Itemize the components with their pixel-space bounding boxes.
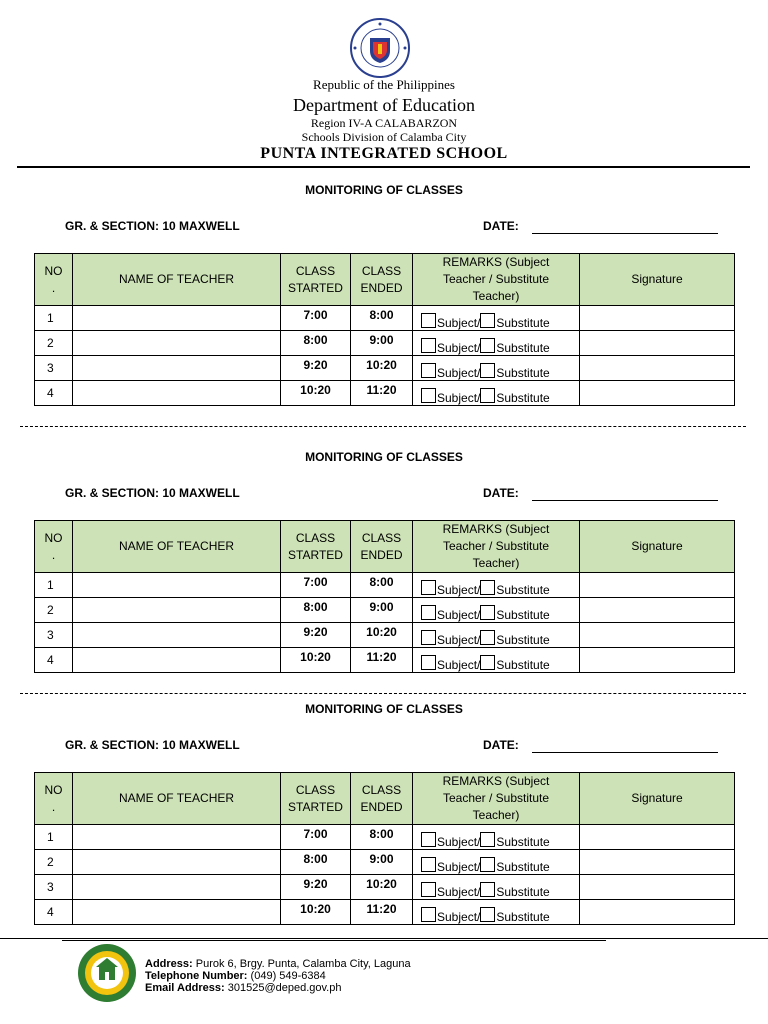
- col-started: CLASS STARTED: [281, 773, 351, 825]
- class-ended: 8:00: [351, 573, 413, 598]
- row-number: 3: [35, 623, 73, 648]
- table-row: [35, 648, 735, 673]
- table-row: [35, 875, 735, 900]
- class-ended: 8:00: [351, 306, 413, 331]
- substitute-checkbox[interactable]: [480, 907, 495, 922]
- class-started: 7:00: [281, 825, 351, 850]
- substitute-label: Substitute: [496, 860, 550, 874]
- row-number: 1: [35, 306, 73, 331]
- subject-label: Subject/: [437, 885, 481, 899]
- teacher-name-cell[interactable]: [73, 306, 281, 331]
- signature-cell[interactable]: [580, 875, 735, 900]
- subject-label: Subject/: [437, 341, 481, 355]
- substitute-label: Substitute: [496, 910, 550, 924]
- signature-cell[interactable]: [580, 331, 735, 356]
- row-number: 3: [35, 356, 73, 381]
- col-signature: Signature: [580, 254, 735, 306]
- form-title: MONITORING OF CLASSES: [305, 450, 463, 464]
- col-teacher: NAME OF TEACHER: [73, 521, 281, 573]
- class-started: 8:00: [281, 598, 351, 623]
- deped-seal: [343, 18, 417, 78]
- col-started: CLASS STARTED: [281, 254, 351, 306]
- class-ended: 9:00: [351, 331, 413, 356]
- subject-label: Subject/: [437, 391, 481, 405]
- phone-label: Telephone Number:: [145, 970, 248, 982]
- table-row: [35, 306, 735, 331]
- class-started: 8:00: [281, 850, 351, 875]
- substitute-checkbox[interactable]: [480, 363, 495, 378]
- row-number: 1: [35, 573, 73, 598]
- substitute-checkbox[interactable]: [480, 630, 495, 645]
- subject-checkbox[interactable]: [421, 313, 436, 328]
- class-ended: 9:00: [351, 850, 413, 875]
- class-ended: 11:20: [351, 648, 413, 673]
- table-row: [35, 381, 735, 406]
- footer-phone: [145, 970, 326, 982]
- table-row: [35, 598, 735, 623]
- row-number: 4: [35, 900, 73, 925]
- signature-cell[interactable]: [580, 825, 735, 850]
- monitoring-table: [34, 772, 735, 925]
- row-number: 3: [35, 875, 73, 900]
- subject-label: Subject/: [437, 608, 481, 622]
- teacher-name-cell[interactable]: [73, 850, 281, 875]
- footer-email: [145, 982, 341, 994]
- teacher-name-cell[interactable]: [73, 381, 281, 406]
- teacher-name-cell[interactable]: [73, 356, 281, 381]
- col-ended: CLASS ENDED: [351, 254, 413, 306]
- table-row: [35, 850, 735, 875]
- subject-checkbox[interactable]: [421, 363, 436, 378]
- class-started: 8:00: [281, 331, 351, 356]
- remarks-cell: [413, 356, 580, 381]
- subject-checkbox[interactable]: [421, 857, 436, 872]
- subject-label: Subject/: [437, 366, 481, 380]
- substitute-checkbox[interactable]: [480, 655, 495, 670]
- teacher-name-cell[interactable]: [73, 825, 281, 850]
- subject-checkbox[interactable]: [421, 907, 436, 922]
- substitute-checkbox[interactable]: [480, 388, 495, 403]
- remarks-cell: [413, 573, 580, 598]
- class-started: 10:20: [281, 900, 351, 925]
- cut-line: [20, 693, 746, 694]
- table-row: [35, 825, 735, 850]
- teacher-name-cell[interactable]: [73, 875, 281, 900]
- class-started: 7:00: [281, 573, 351, 598]
- class-ended: 8:00: [351, 825, 413, 850]
- address-value: Purok 6, Brgy. Punta, Calamba City, Laguna: [195, 958, 411, 970]
- substitute-checkbox[interactable]: [480, 605, 495, 620]
- remarks-cell: [413, 825, 580, 850]
- subject-label: Subject/: [437, 316, 481, 330]
- subject-checkbox[interactable]: [421, 338, 436, 353]
- date-field[interactable]: [532, 500, 718, 501]
- col-no: NO .: [35, 254, 73, 306]
- row-number: 4: [35, 381, 73, 406]
- remarks-cell: [413, 850, 580, 875]
- substitute-label: Substitute: [496, 885, 550, 899]
- subject-checkbox[interactable]: [421, 655, 436, 670]
- email-label: Email Address:: [145, 982, 225, 994]
- remarks-cell: [413, 875, 580, 900]
- school-name: PUNTA INTEGRATED SCHOOL: [260, 145, 508, 162]
- col-teacher: NAME OF TEACHER: [73, 254, 281, 306]
- footer-divider: [0, 938, 768, 939]
- class-ended: 11:20: [351, 381, 413, 406]
- substitute-label: Substitute: [496, 658, 550, 672]
- remarks-cell: [413, 623, 580, 648]
- substitute-label: Substitute: [496, 341, 550, 355]
- republic-line: Republic of the Philippines: [313, 77, 455, 92]
- class-started: 10:20: [281, 381, 351, 406]
- substitute-checkbox[interactable]: [480, 580, 495, 595]
- substitute-label: Substitute: [496, 366, 550, 380]
- subject-checkbox[interactable]: [421, 388, 436, 403]
- remarks-cell: [413, 900, 580, 925]
- table-row: [35, 331, 735, 356]
- department-line: Department of Education: [293, 95, 475, 115]
- row-number: 2: [35, 331, 73, 356]
- subject-checkbox[interactable]: [421, 882, 436, 897]
- col-signature: Signature: [580, 521, 735, 573]
- class-ended: 10:20: [351, 356, 413, 381]
- cut-line: [20, 426, 746, 427]
- form-title: MONITORING OF CLASSES: [305, 183, 463, 197]
- class-started: 9:20: [281, 875, 351, 900]
- row-number: 2: [35, 598, 73, 623]
- phone-value: (049) 549-6384: [250, 970, 326, 982]
- teacher-name-cell[interactable]: [73, 331, 281, 356]
- class-started: 7:00: [281, 306, 351, 331]
- class-ended: 11:20: [351, 900, 413, 925]
- col-ended: CLASS ENDED: [351, 521, 413, 573]
- substitute-label: Substitute: [496, 583, 550, 597]
- signature-cell[interactable]: [580, 900, 735, 925]
- grade-section: GR. & SECTION: 10 MAXWELL: [65, 738, 240, 752]
- class-ended: 9:00: [351, 598, 413, 623]
- signature-cell[interactable]: [580, 648, 735, 673]
- teacher-name-cell[interactable]: [73, 648, 281, 673]
- address-label: Address:: [145, 958, 193, 970]
- division-line: Schools Division of Calamba City: [301, 130, 467, 144]
- row-number: 1: [35, 825, 73, 850]
- subject-label: Subject/: [437, 583, 481, 597]
- signature-cell[interactable]: [580, 356, 735, 381]
- substitute-checkbox[interactable]: [480, 882, 495, 897]
- substitute-label: Substitute: [496, 835, 550, 849]
- substitute-checkbox[interactable]: [480, 313, 495, 328]
- signature-cell[interactable]: [580, 850, 735, 875]
- class-ended: 10:20: [351, 875, 413, 900]
- footer-divider-inner: [62, 940, 606, 941]
- subject-label: Subject/: [437, 910, 481, 924]
- class-started: 9:20: [281, 623, 351, 648]
- col-remarks: REMARKS (Subject Teacher / Substitute Teacher): [413, 773, 580, 825]
- date-label: DATE:: [483, 738, 519, 752]
- grade-section: GR. & SECTION: 10 MAXWELL: [65, 486, 240, 500]
- substitute-checkbox[interactable]: [480, 832, 495, 847]
- substitute-label: Substitute: [496, 316, 550, 330]
- class-started: 9:20: [281, 356, 351, 381]
- subject-checkbox[interactable]: [421, 605, 436, 620]
- subject-label: Subject/: [437, 633, 481, 647]
- monitoring-table: [34, 520, 735, 673]
- row-number: 4: [35, 648, 73, 673]
- col-remarks: REMARKS (Subject Teacher / Substitute Teacher): [413, 254, 580, 306]
- school-logo: [74, 942, 140, 1004]
- col-signature: Signature: [580, 773, 735, 825]
- subject-label: Subject/: [437, 860, 481, 874]
- date-field[interactable]: [532, 752, 718, 753]
- substitute-label: Substitute: [496, 608, 550, 622]
- teacher-name-cell[interactable]: [73, 573, 281, 598]
- remarks-cell: [413, 306, 580, 331]
- col-no: NO .: [35, 521, 73, 573]
- subject-checkbox[interactable]: [421, 630, 436, 645]
- subject-checkbox[interactable]: [421, 832, 436, 847]
- col-teacher: NAME OF TEACHER: [73, 773, 281, 825]
- remarks-cell: [413, 381, 580, 406]
- signature-cell[interactable]: [580, 623, 735, 648]
- col-ended: CLASS ENDED: [351, 773, 413, 825]
- col-no: NO .: [35, 773, 73, 825]
- col-started: CLASS STARTED: [281, 521, 351, 573]
- class-started: 10:20: [281, 648, 351, 673]
- signature-cell[interactable]: [580, 381, 735, 406]
- form-title: MONITORING OF CLASSES: [305, 702, 463, 716]
- remarks-cell: [413, 598, 580, 623]
- substitute-checkbox[interactable]: [480, 338, 495, 353]
- table-row: [35, 900, 735, 925]
- grade-section: GR. & SECTION: 10 MAXWELL: [65, 219, 240, 233]
- teacher-name-cell[interactable]: [73, 900, 281, 925]
- table-row: [35, 356, 735, 381]
- date-label: DATE:: [483, 486, 519, 500]
- substitute-checkbox[interactable]: [480, 857, 495, 872]
- teacher-name-cell[interactable]: [73, 598, 281, 623]
- date-label: DATE:: [483, 219, 519, 233]
- class-ended: 10:20: [351, 623, 413, 648]
- email-value: 301525@deped.gov.ph: [227, 982, 342, 994]
- teacher-name-cell[interactable]: [73, 623, 281, 648]
- substitute-label: Substitute: [496, 391, 550, 405]
- subject-label: Subject/: [437, 835, 481, 849]
- col-remarks: REMARKS (Subject Teacher / Substitute Teacher): [413, 521, 580, 573]
- monitoring-table: [34, 253, 735, 406]
- header-divider: [17, 166, 750, 168]
- signature-cell[interactable]: [580, 598, 735, 623]
- table-row: [35, 573, 735, 598]
- row-number: 2: [35, 850, 73, 875]
- substitute-label: Substitute: [496, 633, 550, 647]
- remarks-cell: [413, 331, 580, 356]
- footer-address: [145, 958, 411, 970]
- table-row: [35, 623, 735, 648]
- date-field[interactable]: [532, 233, 718, 234]
- signature-cell[interactable]: [580, 573, 735, 598]
- subject-checkbox[interactable]: [421, 580, 436, 595]
- signature-cell[interactable]: [580, 306, 735, 331]
- subject-label: Subject/: [437, 658, 481, 672]
- region-line: Region IV-A CALABARZON: [310, 116, 458, 130]
- remarks-cell: [413, 648, 580, 673]
